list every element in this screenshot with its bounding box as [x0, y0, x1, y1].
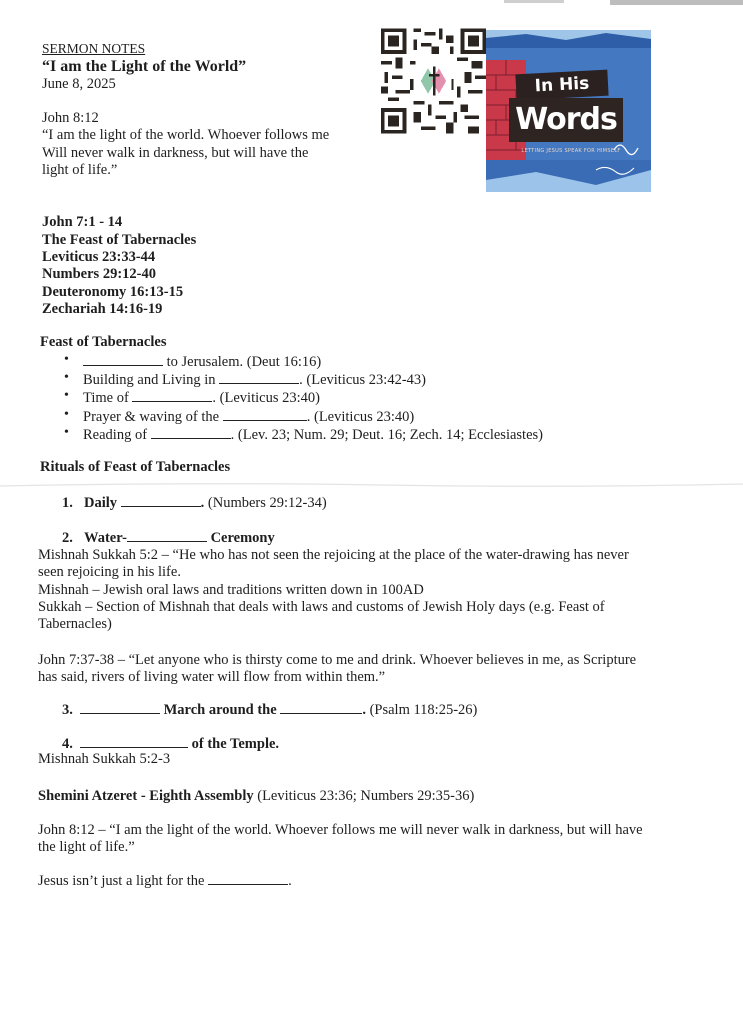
fill-in-blank[interactable] [127, 529, 207, 542]
feast-item [83, 408, 414, 426]
bullet: • [64, 370, 69, 385]
bullet: • [64, 352, 69, 367]
reference-line: Leviticus 23:33-44 [42, 249, 156, 265]
poster-title-line-2: Words [509, 98, 623, 142]
ritual-after-bold: . [362, 702, 366, 718]
john-8-12-quote: John 8:12 – “I am the light of the world. Whoever follows me will never walk in darkness, but will have [38, 822, 643, 838]
sukkah-definition: Sukkah – Section of Mishnah that deals with laws and customs of Jewish Holy days (e.g. Feast of [38, 599, 605, 615]
ritual-number: 2. [62, 530, 73, 546]
fill-in-blank[interactable] [80, 701, 160, 714]
fill-in-blank[interactable] [208, 872, 288, 885]
fill-in-blank[interactable] [132, 389, 212, 402]
feast-item-before: Time of [83, 390, 133, 406]
mishnah-quote: Mishnah Sukkah 5:2 – “He who has not seen the rejoicing at the place of the water-drawing has never [38, 547, 629, 563]
feast-item [83, 426, 543, 444]
feast-item-after: . (Leviticus 23:40) [306, 409, 415, 425]
closing-after: . [288, 873, 292, 889]
closing-before: Jesus isn’t just a light for the [38, 873, 209, 889]
reference-line: Zechariah 14:16-19 [42, 301, 163, 317]
closing-statement [38, 872, 292, 890]
feast-heading: Feast of Tabernacles [40, 334, 167, 350]
feast-item-after: . (Leviticus 23:42-43) [299, 372, 426, 388]
scan-top-edge [500, 0, 743, 6]
feast-item [83, 353, 321, 371]
ritual-number: 3. [62, 702, 73, 718]
ritual-ref: (Numbers 29:12-34) [204, 495, 327, 511]
fill-in-blank[interactable] [219, 371, 299, 384]
sermon-notes-label: SERMON NOTES [42, 41, 146, 56]
feast-item-before: Reading of [83, 427, 151, 443]
mishnah-quote: seen rejoicing in his life. [38, 564, 181, 580]
fill-in-blank[interactable] [121, 494, 201, 507]
shemini-heading: Shemini Atzeret - Eighth Assembly [38, 788, 254, 804]
bullet: • [64, 388, 69, 403]
ritual-before: Water- [84, 530, 127, 546]
fill-in-blank[interactable] [80, 735, 188, 748]
fill-in-blank[interactable] [280, 701, 362, 714]
key-verse-line: Will never walk in darkness, but will have the [42, 145, 309, 161]
feast-item-after: . (Leviticus 23:40) [212, 390, 320, 406]
sukkah-definition: Tabernacles) [38, 616, 112, 632]
qr-code[interactable] [381, 28, 486, 134]
mishnah-definition: Mishnah – Jewish oral laws and traditions written down in 100AD [38, 582, 424, 598]
bullet: • [64, 407, 69, 422]
fill-in-blank[interactable] [223, 408, 307, 421]
ritual-item-3 [62, 701, 477, 719]
ritual-item-1 [62, 494, 327, 512]
feast-item-after: . (Lev. 23; Num. 29; Deut. 16; Zech. 14; Ecclesiastes) [230, 427, 543, 443]
ritual-ref: (Psalm 118:25-26) [365, 702, 478, 718]
feast-item [83, 371, 426, 389]
rituals-heading: Rituals of Feast of Tabernacles [40, 459, 231, 475]
key-verse-ref: John 8:12 [42, 110, 99, 126]
ritual-number: 4. [62, 736, 73, 752]
john-8-12-quote: the light of life.” [38, 839, 135, 855]
reference-line: Deuteronomy 16:13-15 [42, 284, 184, 300]
ritual-before: Daily [84, 495, 121, 511]
key-verse-line: “I am the light of the world. Whoever follows me [42, 127, 330, 143]
bullet: • [64, 425, 69, 440]
feast-item-before: Prayer & waving of the [83, 409, 223, 425]
reference-line: John 7:1 - 14 [42, 214, 123, 230]
ritual-item-2 [62, 529, 275, 547]
key-verse-line: light of life.” [42, 162, 118, 178]
reference-line: The Feast of Tabernacles [42, 232, 197, 248]
feast-item-before: Building and Living in [83, 372, 220, 388]
mishnah-ref: Mishnah Sukkah 5:2-3 [38, 751, 171, 767]
ritual-number: 1. [62, 495, 73, 511]
ritual-after: Ceremony [206, 530, 275, 546]
ritual-after: of the Temple. [188, 736, 280, 752]
poster-title-line-1: In His [515, 70, 608, 101]
fill-in-blank[interactable] [151, 426, 231, 439]
poster-tagline: LETTING JESUS SPEAK FOR HIMSELF [521, 148, 621, 154]
in-his-words-poster [486, 30, 651, 192]
sermon-date: June 8, 2025 [42, 76, 116, 92]
fill-in-blank[interactable] [83, 353, 163, 366]
fold-line [0, 480, 743, 492]
feast-item [83, 389, 320, 407]
ritual-after-bold: . [200, 495, 205, 511]
feast-item-after: to Jerusalem. (Deut 16:16) [163, 354, 322, 370]
shemini-ref: (Leviticus 23:36; Numbers 29:35-36) [253, 788, 475, 804]
sermon-title: “I am the Light of the World” [42, 58, 247, 75]
reference-line: Numbers 29:12-40 [42, 266, 156, 282]
john-7-37-quote: has said, rivers of living water will flow from within them.” [38, 669, 386, 685]
shemini-atzeret-line [38, 788, 474, 805]
ritual-mid: March around the [160, 702, 281, 718]
john-7-37-quote: John 7:37-38 – “Let anyone who is thirsty come to me and drink. Whoever believes in me, as Scripture [38, 652, 637, 668]
